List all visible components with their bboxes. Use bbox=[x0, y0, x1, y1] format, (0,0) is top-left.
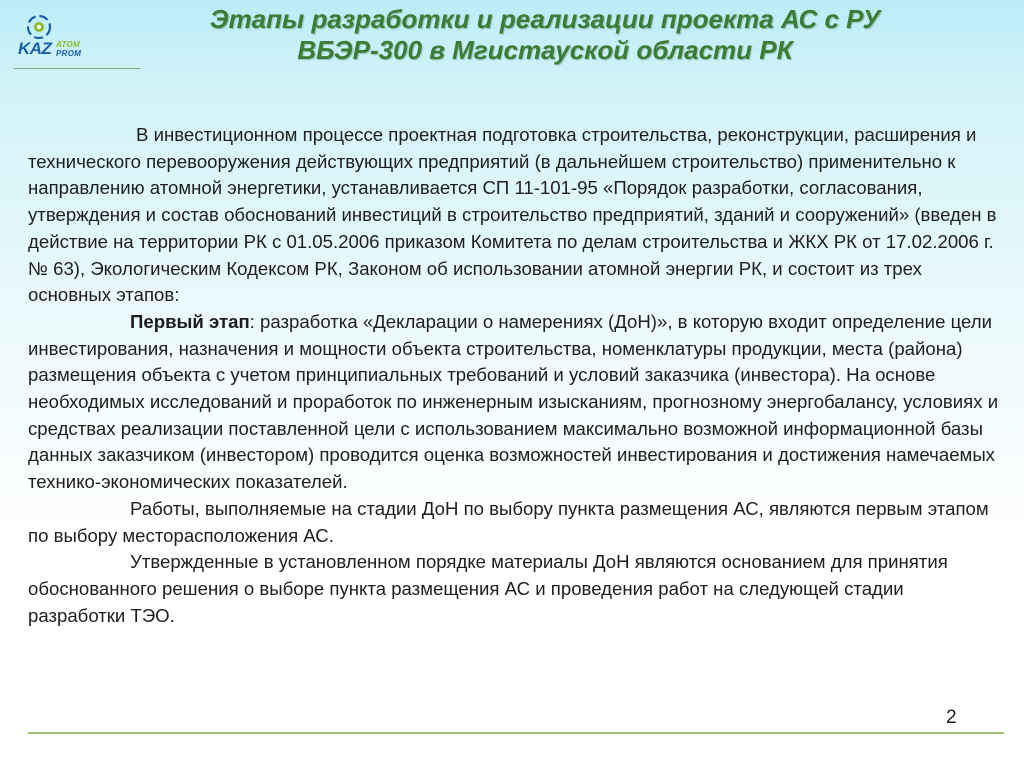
first-stage-text: : разработка «Декларации о намерениях (ДоН)», в которую входит определение цели инвестирования, назначения и мощности объекта строительства, номенклатуры продукции, места (района) размещения объекта с учетом принципиальных требований и условий заказчика (инвестора). На основе необходимых исследований и проработок по инженерным изысканиям, прогнозному энергобалансу, условиях и средствах реализации поставленной цели с использованием максимально возможной информационной базы данных заказчиком (инвестором) проводится оценка возможностей инвестирования и достижения намечаемых технико-экономических показателей. bbox=[28, 310, 999, 493]
logo-name: KAZ bbox=[18, 39, 52, 58]
slide-title-line2: ВБЭР-300 в Мгистауской области РК bbox=[297, 35, 793, 65]
footer-divider bbox=[28, 732, 1004, 734]
paragraph-intro-text: В инвестиционном процессе проектная подготовка строительства, реконструкции, расширения и технического перевооружения действующих предприятий (в дальнейшем строительство) применительно к направлению атомной энергетики, устанавливается СП 11-101-95 «Порядок разработки, согласования, утверждения и состав обоснований инвестиций в строительство предприятий, зданий и сооружений» (введен в действие на территории РК с 01.05.2006 приказом Комитета по делам строительства и ЖКХ РК от 17.02.2006 г. № 63), Экологическим Кодексом РК, Законом об использовании атомной энергии РК, и состоит из трех основных этапов: bbox=[28, 124, 997, 306]
paragraph-approved-materials-text: Утвержденные в установленном порядке материалы ДоН являются основанием для принятия обоснованного решения о выборе пункта размещения АС и проведения работ на следующей стадии разработки ТЭО. bbox=[28, 551, 948, 626]
company-logo bbox=[14, 6, 144, 72]
logo-subtitle-line2: PROM bbox=[56, 49, 82, 58]
first-stage-label: Первый этап bbox=[130, 310, 250, 332]
logo-wordmark bbox=[18, 39, 82, 58]
slide-body bbox=[28, 122, 1003, 629]
logo-subtitle-line1: ATOM bbox=[56, 40, 81, 49]
logo-subtitle bbox=[56, 40, 81, 58]
page-number: 2 bbox=[946, 707, 957, 728]
paragraph-don-works-text: Работы, выполняемые на стадии ДоН по выбору пункта размещения АС, являются первым этапом по выбору месторасположения АС. bbox=[28, 497, 989, 546]
paragraph-don-works bbox=[28, 496, 1003, 549]
logo-divider bbox=[14, 68, 140, 69]
slide-title bbox=[150, 4, 940, 66]
atom-icon bbox=[24, 12, 54, 42]
slide-title-line1: Этапы разработки и реализации проекта АС с РУ bbox=[209, 4, 881, 34]
paragraph-approved-materials bbox=[28, 549, 1003, 629]
paragraph-first-stage bbox=[28, 309, 1003, 496]
paragraph-intro bbox=[28, 122, 1003, 309]
